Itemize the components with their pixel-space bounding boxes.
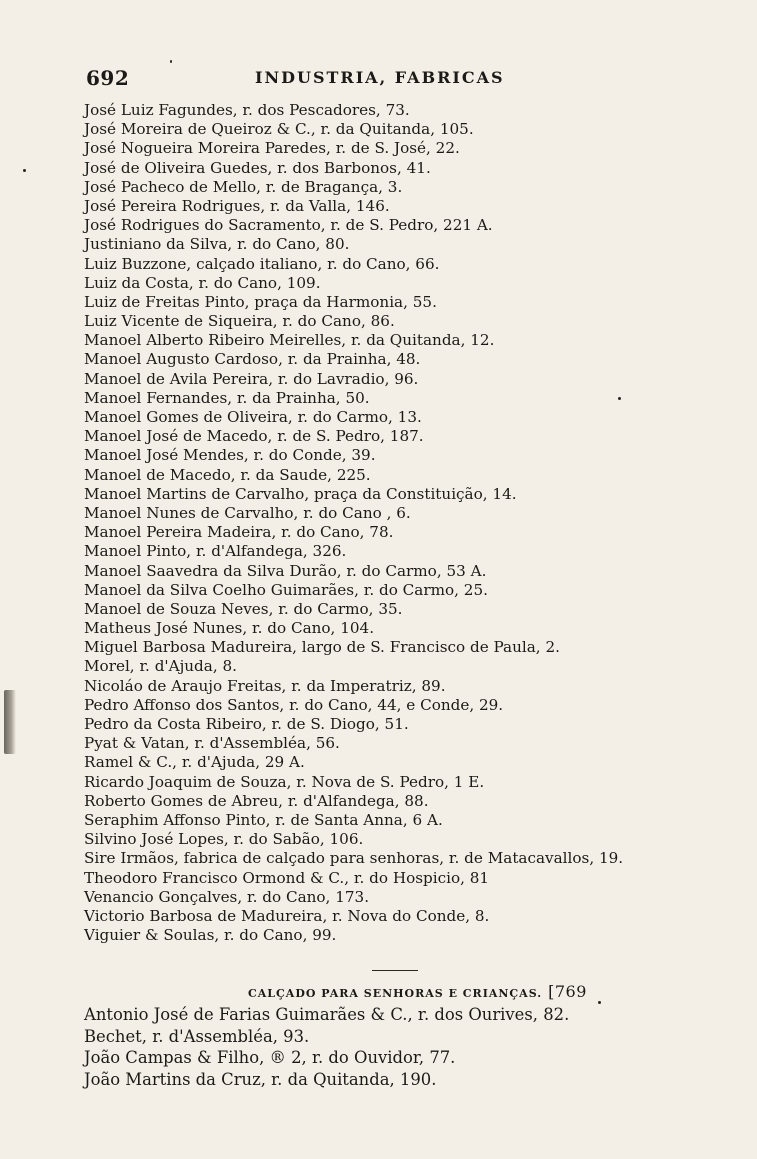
list-item: Matheus José Nunes, r. do Cano, 104. xyxy=(84,619,375,638)
list-item: Manoel Nunes de Carvalho, r. do Cano , 6. xyxy=(84,503,411,522)
list-item: Theodoro Francisco Ormond & C., r. do Hospicio, 81 xyxy=(84,868,490,887)
list-item: Roberto Gomes de Abreu, r. d'Alfandega, 88. xyxy=(84,791,429,810)
list-item: Manoel Saavedra da Silva Durão, r. do Carmo, 53 A. xyxy=(84,561,487,580)
list-item: Ramel & C., r. d'Ajuda, 29 A. xyxy=(84,753,305,772)
section-entry-list xyxy=(84,1004,744,1090)
list-item: Manoel de Macedo, r. da Saude, 225. xyxy=(84,465,371,484)
list-item: Manoel de Souza Neves, r. do Carmo, 35. xyxy=(84,599,403,618)
list-item: Ricardo Joaquim de Souza, r. Nova de S. Pedro, 1 E. xyxy=(84,772,485,791)
list-item: Manoel Pinto, r. d'Alfandega, 326. xyxy=(84,542,347,561)
list-item: Manoel José de Macedo, r. de S. Pedro, 187. xyxy=(84,427,424,446)
section-divider xyxy=(372,970,418,971)
list-item: Morel, r. d'Ajuda, 8. xyxy=(84,657,237,676)
page-number: 692 xyxy=(86,66,130,90)
page-edge-mark xyxy=(4,690,16,754)
list-item: João Martins da Cruz, r. da Quitanda, 190. xyxy=(84,1069,437,1089)
list-item: Manoel Gomes de Oliveira, r. do Carmo, 13. xyxy=(84,408,422,426)
entry-list xyxy=(84,101,744,945)
list-item: Manoel da Silva Coelho Guimarães, r. do Carmo, 25. xyxy=(84,580,488,599)
list-item: José Rodrigues do Sacramento, r. de S. Pedro, 221 A. xyxy=(84,216,493,235)
running-head: INDUSTRIA, FABRICAS xyxy=(255,68,505,87)
list-item: Manoel Fernandes, r. da Prainha, 50. xyxy=(84,388,370,407)
list-item: Seraphim Affonso Pinto, r. de Santa Anna, 6 A. xyxy=(84,810,443,829)
list-item: Sire Irmãos, fabrica de calçado para senhoras, r. de Matacavallos, 19. xyxy=(84,849,624,868)
list-item: Pedro Affonso dos Santos, r. do Cano, 44, e Conde, 29. xyxy=(84,695,504,714)
list-item: Victorio Barbosa de Madureira, r. Nova do Conde, 8. xyxy=(84,906,490,925)
ink-speck xyxy=(598,1001,601,1004)
list-item: Silvino José Lopes, r. do Sabão, 106. xyxy=(84,830,364,849)
ink-speck xyxy=(23,169,26,172)
ink-speck xyxy=(618,397,621,400)
list-item: Nicoláo de Araujo Freitas, r. da Imperatriz, 89. xyxy=(84,676,446,695)
list-item: Luiz Buzzone, calçado italiano, r. do Cano, 66. xyxy=(84,254,440,273)
list-item: José de Oliveira Guedes, r. dos Barbonos, 41. xyxy=(84,158,431,177)
section-heading-text: CALÇADO PARA SENHORAS E CRIANÇAS. xyxy=(248,987,543,1000)
list-item: Justiniano da Silva, r. do Cano, 80. xyxy=(84,235,350,254)
list-item: Pedro da Costa Ribeiro, r. de S. Diogo, 51. xyxy=(84,715,409,733)
list-item: Miguel Barbosa Madureira, largo de S. Francisco de Paula, 2. xyxy=(84,638,560,657)
list-item: Antonio José de Farias Guimarães & C., r. dos Ourives, 82. xyxy=(84,1005,570,1024)
list-item: José Luiz Fagundes, r. dos Pescadores, 73. xyxy=(84,101,410,119)
list-item: Venancio Gonçalves, r. do Cano, 173. xyxy=(84,887,370,906)
section-reference: [769 xyxy=(548,982,587,1001)
list-item: Luiz da Costa, r. do Cano, 109. xyxy=(84,273,321,292)
list-item: Bechet, r. d'Assembléa, 93. xyxy=(84,1026,310,1046)
list-item: Manoel Pereira Madeira, r. do Cano, 78. xyxy=(84,523,394,542)
list-item: Luiz de Freitas Pinto, praça da Harmonia, 55. xyxy=(84,292,437,311)
list-item: Manoel Alberto Ribeiro Meirelles, r. da Quitanda, 12. xyxy=(84,331,495,350)
list-item: José Pereira Rodrigues, r. da Valla, 146. xyxy=(84,196,390,215)
list-item: Manoel de Avila Pereira, r. do Lavradio, 96. xyxy=(84,369,419,388)
list-item: José Nogueira Moreira Paredes, r. de S. José, 22. xyxy=(84,139,460,158)
section-heading xyxy=(248,982,587,1001)
ink-speck xyxy=(170,60,172,63)
list-item: José Pacheco de Mello, r. de Bragança, 3. xyxy=(84,177,403,196)
list-item: Luiz Vicente de Siqueira, r. do Cano, 86. xyxy=(84,312,395,331)
list-item: Pyat & Vatan, r. d'Assembléa, 56. xyxy=(84,734,340,753)
list-item: Manoel Martins de Carvalho, praça da Constituição, 14. xyxy=(84,484,517,503)
list-item: Manoel José Mendes, r. do Conde, 39. xyxy=(84,446,376,465)
list-item: José Moreira de Queiroz & C., r. da Quitanda, 105. xyxy=(84,120,474,139)
list-item: Manoel Augusto Cardoso, r. da Prainha, 48. xyxy=(84,350,421,369)
list-item: Viguier & Soulas, r. do Cano, 99. xyxy=(84,926,337,945)
list-item: João Campas & Filho, ® 2, r. do Ouvidor, 77. xyxy=(84,1048,456,1067)
